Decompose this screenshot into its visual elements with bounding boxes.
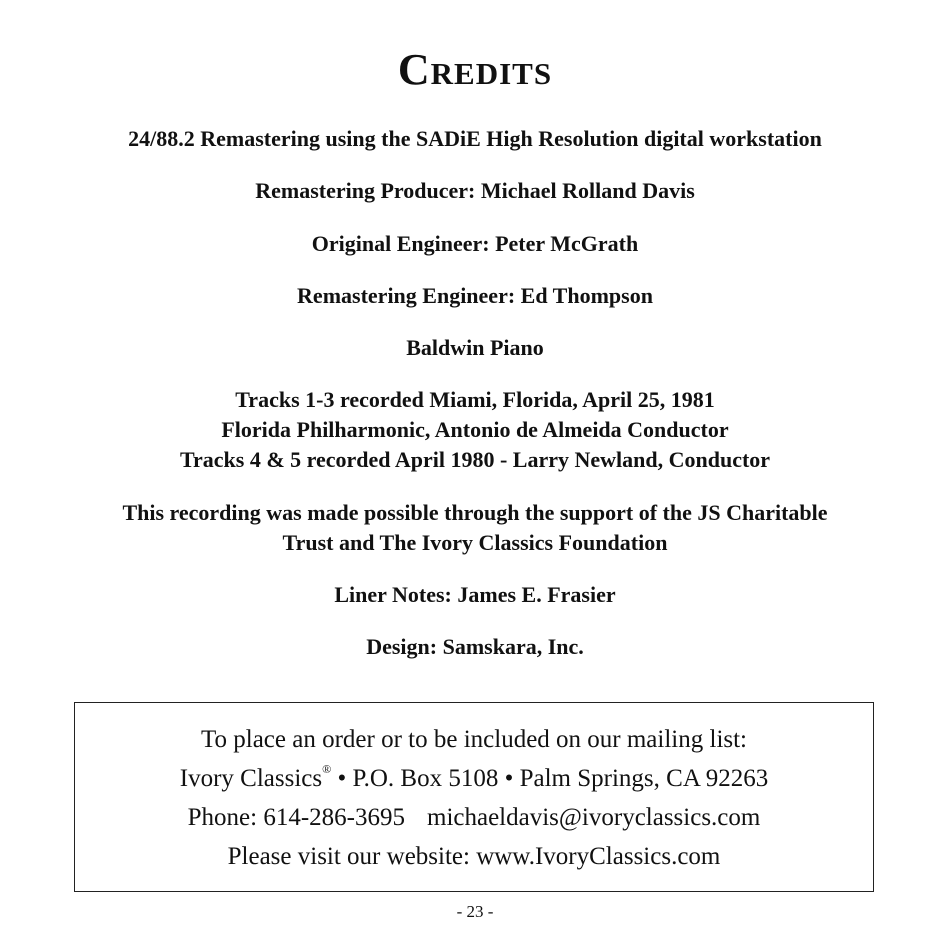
- credit-line: Remastering Engineer: Ed Thompson: [297, 283, 653, 308]
- credit-remastering-engineer: [0, 281, 950, 311]
- credit-line: Florida Philharmonic, Antonio de Almeida Conductor: [221, 417, 729, 442]
- credit-recording-info: [0, 385, 950, 475]
- credit-line: Design: Samskara, Inc.: [366, 634, 584, 659]
- credit-remastering-producer: [0, 176, 950, 206]
- credit-line: This recording was made possible through the support of the JS Charitable: [122, 500, 828, 525]
- credit-line: Liner Notes: James E. Frasier: [334, 582, 616, 607]
- page-number: - 23 -: [456, 902, 494, 921]
- credit-liner-notes: [0, 580, 950, 610]
- company-address: [75, 759, 873, 798]
- credit-workstation: [0, 124, 950, 154]
- order-intro: To place an order or to be included on our mailing list:: [200, 726, 748, 753]
- page-title: Credits: [397, 45, 553, 94]
- contact-line: [75, 798, 873, 837]
- credit-support: [0, 498, 950, 558]
- website-line[interactable]: Please visit our website: www.IvoryClassics.com: [227, 843, 721, 870]
- credit-line: 24/88.2 Remastering using the SADiE High Resolution digital workstation: [128, 126, 822, 151]
- company-name: Ivory Classics: [179, 765, 323, 792]
- credit-line: Original Engineer: Peter McGrath: [311, 231, 639, 256]
- credit-line: Trust and The Ivory Classics Foundation: [282, 530, 668, 555]
- phone-number: Phone: 614-286-3695: [187, 804, 405, 831]
- credit-original-engineer: [0, 229, 950, 259]
- credit-piano: [0, 333, 950, 363]
- registered-mark: ®: [322, 762, 332, 776]
- credit-design: [0, 632, 950, 662]
- credit-line: Tracks 1-3 recorded Miami, Florida, April 25, 1981: [235, 387, 715, 412]
- credit-line: Tracks 4 & 5 recorded April 1980 - Larry Newland, Conductor: [179, 447, 771, 472]
- credit-line: Baldwin Piano: [406, 335, 544, 360]
- credit-line: Remastering Producer: Michael Rolland Davis: [255, 178, 695, 203]
- order-info-box: [74, 702, 874, 892]
- email-link[interactable]: michaeldavis@ivoryclassics.com: [427, 804, 761, 831]
- postal-address: • P.O. Box 5108 • Palm Springs, CA 92263: [331, 765, 769, 792]
